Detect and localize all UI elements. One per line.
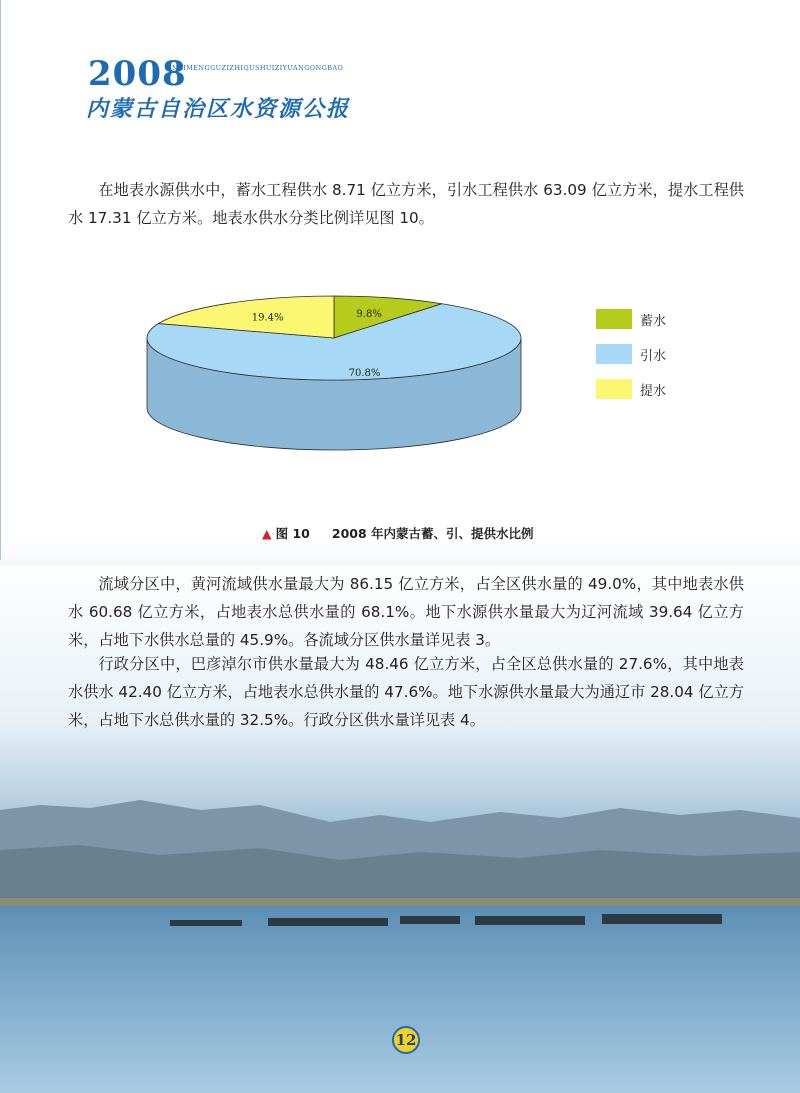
legend-swatch-pumping: [596, 379, 632, 399]
legend-item-diversion: [596, 344, 666, 364]
chart-legend: [596, 309, 666, 414]
legend-item-storage: [596, 309, 666, 329]
legend-label-pumping: 提水: [640, 383, 667, 399]
legend-label-storage: 蓄水: [640, 313, 667, 329]
report-pinyin-title: NEIMENGGUZIZHIQUSHUIZIYUANGONGBAO: [172, 64, 344, 72]
figure-label: 图 10: [275, 526, 310, 541]
pie-label-diversion: 70.8%: [348, 368, 381, 380]
pie-label-pumping: 19.4%: [251, 312, 284, 324]
pie-label-storage: 9.8%: [356, 309, 382, 321]
paragraph-basin-zones: 流域分区中，黄河流域供水量最大为 86.15 亿立方米，占全区供水量的 49.0%，其中地表水供水 60.68 亿立方米，占地表水总供水量的 68.1%。地下水源供水量最大为辽河流域 39.64 亿立方米，占地下水供水总量的 45.9%。各流域分区供水量详见表 3。: [68, 575, 744, 649]
pie-chart: [140, 290, 530, 460]
paragraph-admin-zones: 行政分区中，巴彦淖尔市供水量最大为 48.46 亿立方米，占全区总供水量的 27.6%，其中地表水供水 42.40 亿立方米，占地表水总供水量的 47.6%。地下水源供水量最大为通辽市 28.04 亿立方米，占地下水总供水量的 32.5%。行政分区供水量详见表 4。: [68, 655, 744, 729]
caption-triangle-icon: ▲: [262, 526, 272, 541]
page-number: 12: [392, 1026, 420, 1054]
legend-label-diversion: 引水: [640, 348, 667, 364]
figure-caption: [262, 524, 534, 542]
legend-swatch-storage: [596, 309, 632, 329]
legend-item-pumping: [596, 379, 666, 399]
legend-swatch-diversion: [596, 344, 632, 364]
report-title: 内蒙古自治区水资源公报: [86, 96, 351, 122]
report-year: 2008: [88, 54, 187, 94]
paragraph-surface-water: 在地表水源供水中，蓄水工程供水 8.71 亿立方米，引水工程供水 63.09 亿立方米，提水工程供水 17.31 亿立方米。地表水供水分类比例详见图 10。: [68, 181, 744, 227]
figure-title: 2008 年内蒙古蓄、引、提供水比例: [331, 526, 534, 541]
